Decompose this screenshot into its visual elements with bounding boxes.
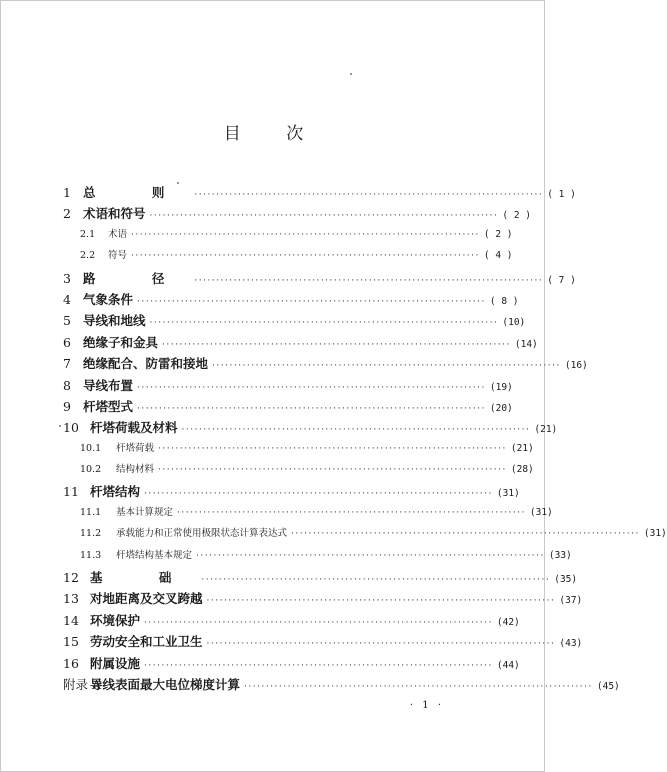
toc-entry-label: 总 则 [83, 185, 191, 200]
toc-leader-dots: ················································································ [206, 596, 556, 607]
toc-entry[interactable] [63, 204, 531, 225]
toc-entry-label: 气象条件 [83, 291, 134, 307]
toc-leader-dots: ················································································ [206, 639, 556, 650]
toc-entry-number: 16 [63, 655, 79, 671]
toc-entry-page: ( 2 ) [483, 228, 513, 240]
toc-leader-dots: ················································································ [144, 489, 493, 500]
table-of-contents [63, 183, 667, 696]
toc-entry[interactable] [63, 397, 513, 418]
toc-leader-dots: ················································································ [149, 318, 499, 329]
toc-entry-page: (28) [510, 464, 534, 476]
toc-leader-dots: ················································································ [131, 229, 480, 240]
toc-entry-number: 1 [63, 185, 71, 200]
toc-leader-dots: ················································································ [158, 443, 507, 454]
toc-entry-label: 路 径 [83, 270, 191, 286]
toc-entry-number: 3 [63, 270, 71, 286]
toc-entry-page: (19) [489, 381, 513, 393]
toc-leader-dots: ················································································ [149, 211, 499, 222]
toc-entry-number: 2.1 [80, 228, 96, 240]
toc-leader-dots: ················································································ [212, 361, 561, 372]
toc-entry-number: 12 [63, 570, 79, 586]
toc-entry-label: 附属设施 [90, 655, 141, 671]
toc-leader-dots: ················································································ [201, 575, 551, 586]
toc-entry-number: 9 [63, 398, 71, 414]
toc-entry-page: ( 7 ) [547, 274, 576, 286]
toc-entry[interactable] [63, 589, 583, 610]
toc-entry-number: 5 [63, 313, 71, 329]
toc-entry[interactable] [63, 568, 578, 589]
toc-leader-dots: ················································································ [131, 251, 480, 262]
toc-entry-page: ( 8 ) [489, 295, 519, 307]
toc-entry-label: 符号 [108, 250, 128, 262]
toc-entry-number: 2 [63, 206, 71, 222]
toc-entry-page: (42) [496, 616, 520, 628]
toc-entry-number: 10 [63, 420, 79, 436]
toc-leader-dots: ················································································ [137, 403, 486, 414]
toc-entry-number: 11.2 [80, 528, 102, 540]
toc-entry-label: 导线和地线 [83, 313, 146, 329]
toc-entry-label: 术语和符号 [83, 206, 146, 222]
toc-entry-label: 基 础 [90, 570, 198, 586]
toc-entry-label: 杆塔结构基本规定 [116, 549, 193, 561]
toc-entry[interactable] [63, 525, 667, 546]
toc-entry-label: 绝缘配合、防雷和接地 [83, 356, 209, 372]
toc-entry-number: 11.3 [80, 549, 102, 561]
toc-entry[interactable] [63, 183, 576, 204]
toc-entry-page: (21) [510, 442, 534, 454]
toc-entry-number: 2.2 [80, 250, 96, 262]
toc-entry[interactable] [63, 461, 534, 482]
toc-entry[interactable] [63, 611, 520, 632]
toc-entry-number: 10.2 [80, 464, 102, 476]
toc-entry-label: 导线布置 [83, 377, 134, 393]
toc-entry-page: (35) [554, 574, 578, 586]
toc-entry[interactable] [63, 675, 620, 696]
toc-entry-label: 术语 [108, 228, 128, 240]
toc-leader-dots: ················································································ [244, 681, 593, 692]
toc-entry-page: ( 4 ) [483, 250, 513, 262]
toc-entry-label: 环境保护 [90, 612, 141, 628]
toc-entry[interactable] [63, 418, 558, 439]
toc-leader-dots: ················································································ [158, 465, 507, 476]
toc-leader-dots: ················································································ [144, 617, 493, 628]
toc-entry-page: (14) [514, 338, 538, 350]
toc-leader-dots: ················································································ [162, 339, 511, 350]
toc-entry-page: (37) [559, 595, 583, 607]
toc-entry-label: 杆塔荷载及材料 [90, 420, 178, 436]
toc-leader-dots: ················································································ [137, 296, 486, 307]
toc-entry-label: 杆塔结构 [90, 484, 141, 500]
toc-entry-page: (31) [496, 488, 520, 500]
toc-entry[interactable] [63, 247, 513, 268]
scan-speck [350, 73, 352, 75]
toc-entry[interactable] [63, 290, 519, 311]
toc-leader-dots: ················································································ [194, 190, 544, 200]
toc-entry-page: (45) [596, 680, 620, 692]
toc-entry-number: 7 [63, 356, 71, 372]
toc-entry-page: ( 1 ) [547, 189, 576, 200]
toc-entry[interactable] [63, 226, 513, 247]
toc-leader-dots: ················································································ [144, 660, 493, 671]
toc-entry[interactable] [63, 333, 538, 354]
toc-entry[interactable] [63, 482, 520, 503]
toc-entry-page: (20) [489, 402, 513, 414]
toc-entry-page: (43) [559, 638, 583, 650]
toc-entry-label: 杆塔荷载 [116, 442, 155, 454]
toc-entry-number: 15 [63, 634, 79, 650]
page-number: · 1 · [409, 700, 444, 711]
toc-entry[interactable] [63, 354, 588, 375]
toc-entry-page: (21) [534, 424, 558, 436]
toc-entry-page: (16) [564, 360, 588, 372]
toc-entry-number: 附录 A [63, 676, 102, 692]
toc-entry-label: 导线表面最大电位梯度计算 [90, 676, 241, 692]
toc-entry-page: (10) [502, 317, 526, 329]
toc-entry-page: (33) [548, 549, 572, 561]
toc-entry-page: (44) [496, 659, 520, 671]
scan-speck [59, 425, 61, 427]
toc-entry[interactable] [63, 376, 513, 397]
toc-entry[interactable] [63, 311, 526, 332]
toc-entry-page: (31) [643, 528, 667, 540]
toc-entry-number: 10.1 [80, 442, 102, 454]
toc-entry-label: 劳动安全和工业卫生 [90, 634, 203, 650]
toc-entry-number: 11 [63, 484, 79, 500]
toc-entry-label: 承载能力和正常使用极限状态计算表达式 [116, 528, 288, 540]
toc-entry-page: ( 2 ) [502, 210, 531, 222]
toc-entry[interactable] [63, 654, 520, 675]
toc-entry-label: 对地距离及交叉跨越 [90, 591, 203, 607]
toc-entry[interactable] [63, 547, 572, 568]
toc-entry-label: 结构材料 [116, 464, 155, 476]
toc-leader-dots: ················································································ [194, 275, 544, 286]
toc-entry-label: 基本计算规定 [116, 506, 174, 518]
toc-leader-dots: ················································································ [177, 507, 526, 518]
toc-entry[interactable] [63, 504, 553, 525]
toc-leader-dots: ················································································ [137, 382, 486, 393]
toc-leader-dots: ················································································ [181, 425, 531, 436]
toc-entry[interactable] [63, 632, 583, 653]
toc-entry-label: 绝缘子和金具 [83, 334, 159, 350]
toc-leader-dots: ················································································ [291, 529, 640, 540]
toc-entry-number: 4 [63, 291, 71, 307]
toc-entry[interactable] [63, 440, 534, 461]
toc-entry-number: 13 [63, 591, 79, 607]
toc-entry-number: 11.1 [80, 506, 102, 518]
toc-entry-number: 6 [63, 334, 71, 350]
toc-entry[interactable] [63, 269, 576, 290]
toc-entry-number: 8 [63, 377, 71, 393]
toc-entry-page: (31) [529, 506, 553, 518]
page-title: 目 次 [223, 124, 324, 144]
toc-entry-label: 杆塔型式 [83, 398, 134, 414]
toc-leader-dots: ················································································ [196, 550, 545, 561]
toc-entry-number: 14 [63, 612, 79, 628]
